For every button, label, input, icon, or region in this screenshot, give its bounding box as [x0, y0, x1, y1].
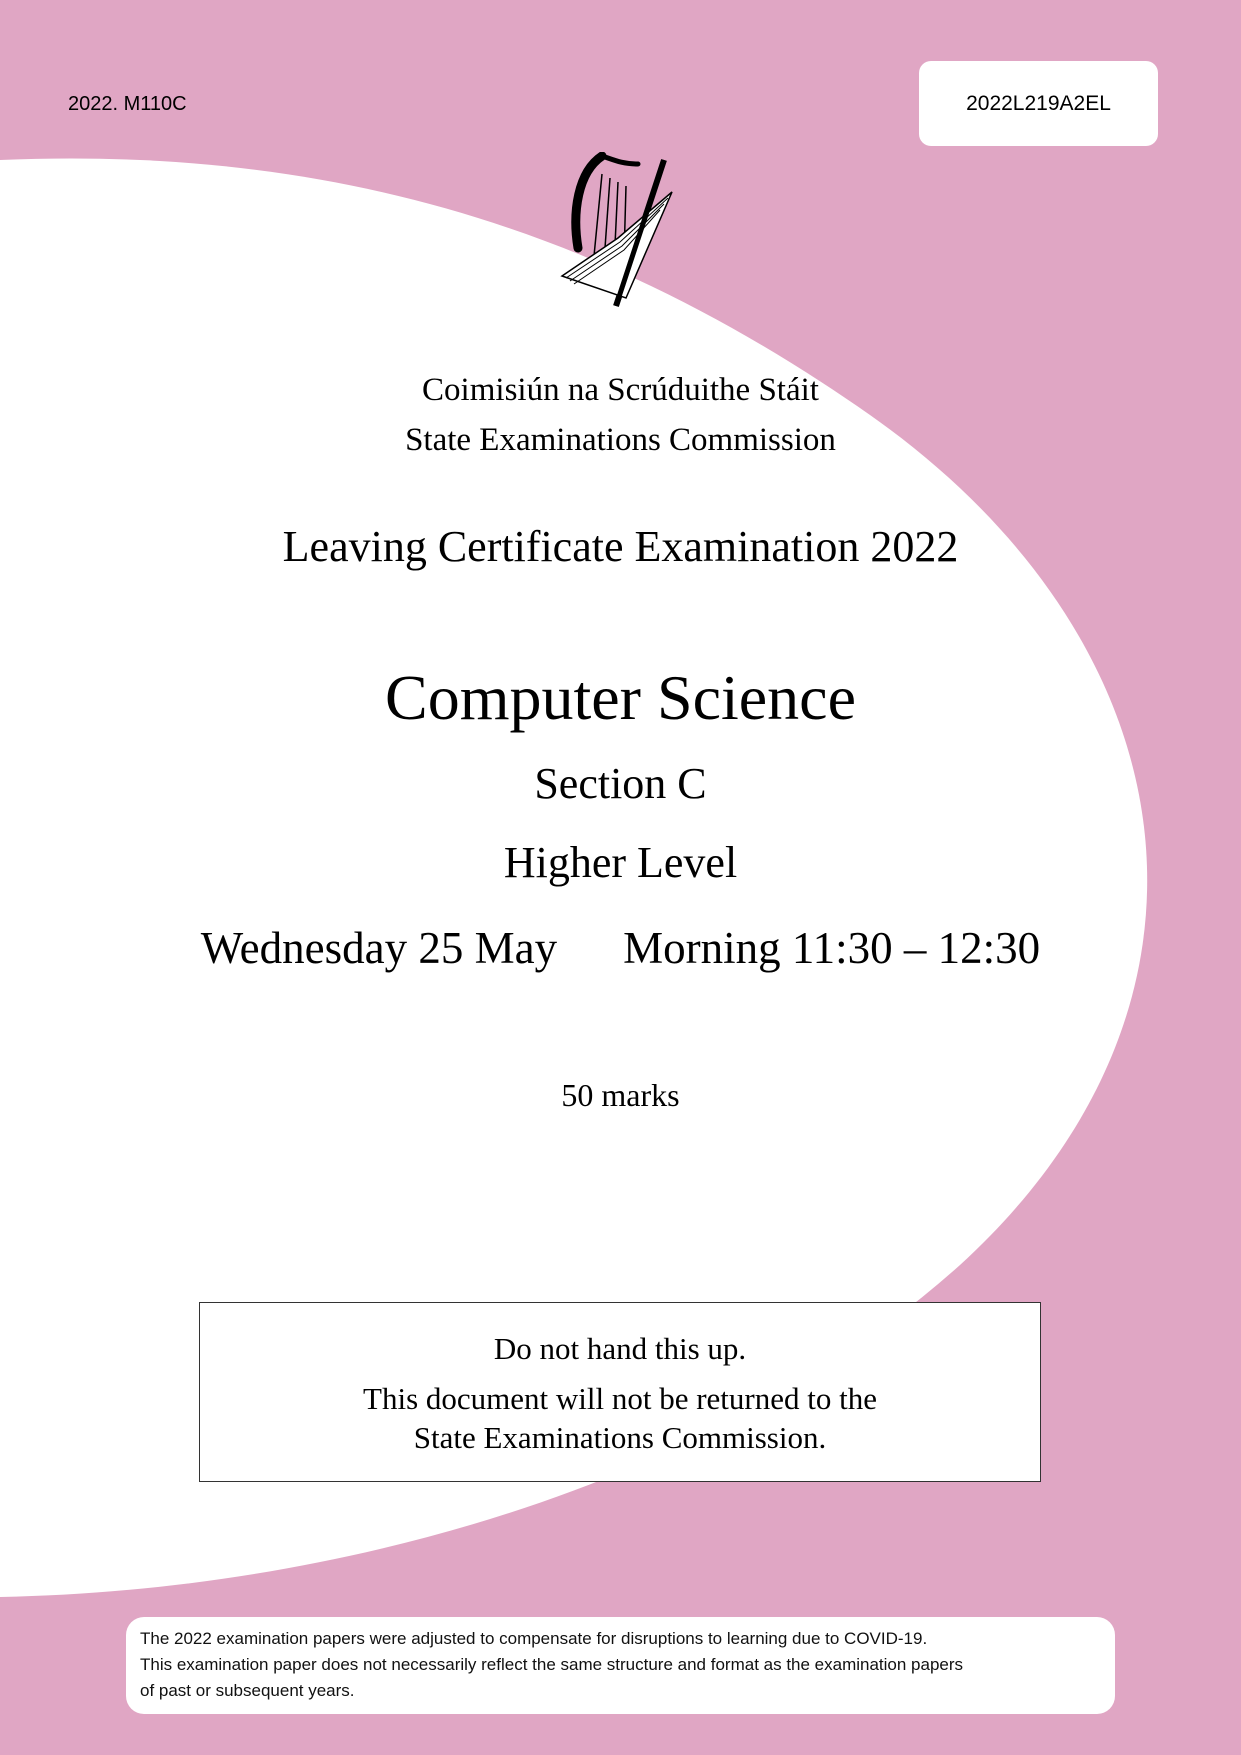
exam-title: Leaving Certificate Examination 2022 — [282, 522, 959, 571]
covid-disclaimer-box — [126, 1617, 1115, 1714]
notice-box — [199, 1302, 1041, 1482]
disclaimer-line-2: This examination paper does not necessarily reflect the same structure and format as the examination papers — [140, 1655, 964, 1674]
exam-day: Wednesday 25 May — [200, 923, 558, 973]
notice-not-returned — [200, 1379, 1040, 1457]
paper-id: 2022L219A2EL — [966, 91, 1111, 115]
notice-not-returned-line-1: This document will not be returned to the — [363, 1381, 877, 1416]
notice-do-not-hand-up: Do not hand this up. — [493, 1331, 747, 1366]
section-label: Section C — [534, 759, 707, 808]
harp-book-logo-icon — [560, 152, 680, 312]
exam-session: Morning 11:30 – 12:30 — [623, 923, 1041, 973]
marks-label: 50 marks — [561, 1077, 680, 1113]
issuer-name-english: State Examinations Commission — [405, 422, 836, 458]
subject-title: Computer Science — [385, 662, 856, 733]
exam-date-time — [0, 918, 1241, 978]
paper-code: 2022. M110C — [68, 93, 187, 115]
issuer-name-irish: Coimisiún na Scrúduithe Stáit — [422, 372, 819, 408]
disclaimer-line-1: The 2022 examination papers were adjusted to compensate for disruptions to learning due to COVID-19. — [140, 1629, 928, 1648]
paper-id-box — [919, 61, 1158, 146]
notice-not-returned-line-2: State Examinations Commission. — [413, 1420, 827, 1455]
level-label: Higher Level — [503, 838, 738, 887]
disclaimer-line-3: of past or subsequent years. — [140, 1681, 355, 1700]
